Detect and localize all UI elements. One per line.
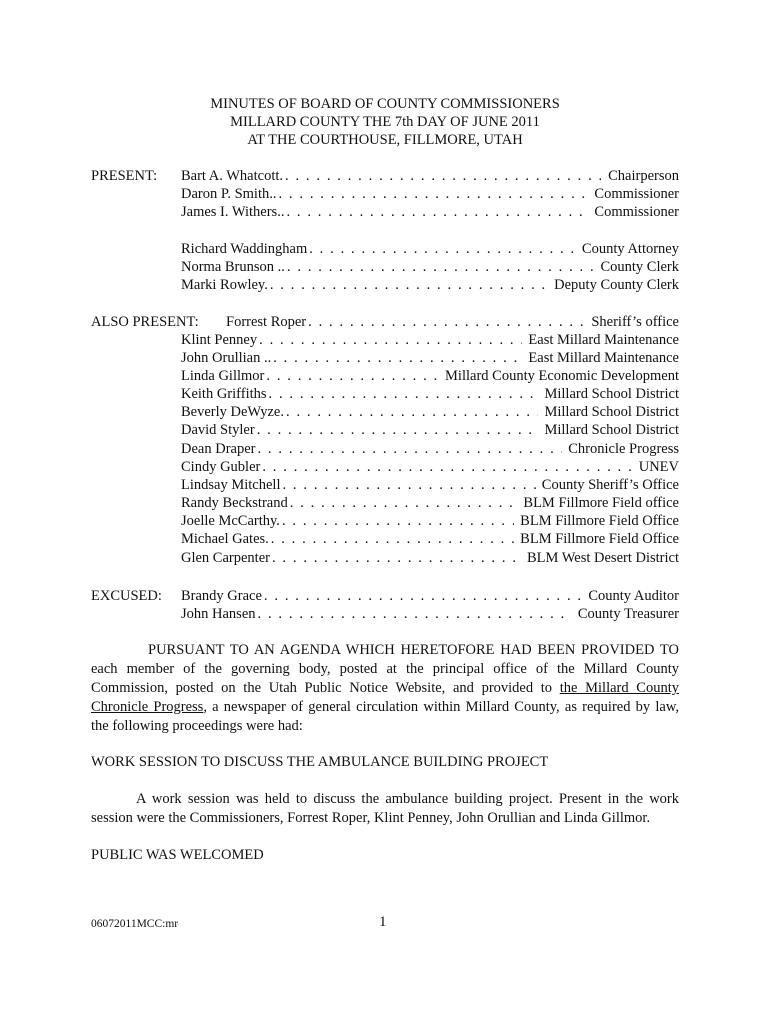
person-role: Deputy County Clerk [554, 277, 679, 293]
person-role: Chairperson [608, 168, 679, 184]
person-name: Beverly DeWyze. [181, 404, 284, 420]
person-name: Bart A. Whatcott. [181, 168, 284, 184]
person-name: Brandy Grace [181, 588, 262, 604]
leader-dots [282, 512, 514, 530]
also-present-row [226, 313, 679, 331]
excused-label: EXCUSED: [91, 588, 162, 604]
person-name: Joelle McCarthy. [181, 513, 280, 529]
present-row [181, 240, 679, 258]
person-role: County Attorney [581, 241, 679, 257]
person-role: Commissioner [594, 204, 679, 220]
leader-dots [273, 349, 522, 367]
person-role: Millard County Economic Development [445, 368, 679, 384]
leader-dots [286, 203, 588, 221]
also-present-row [181, 458, 679, 476]
person-name: David Styler [181, 422, 255, 438]
person-role: East Millard Maintenance [528, 350, 679, 366]
person-name: Forrest Roper [226, 314, 307, 330]
person-name: Dean Draper [181, 441, 256, 457]
excused-row [181, 605, 679, 623]
leader-dots [278, 185, 588, 203]
also-present-row [181, 367, 679, 385]
person-role: BLM West Desert District [526, 550, 679, 566]
page-number: 1 [379, 914, 387, 930]
person-name: John Hansen [181, 606, 256, 622]
leader-dots [257, 421, 539, 439]
leader-dots [262, 458, 632, 476]
leader-dots [286, 403, 538, 421]
person-name: James I. Withers.. [181, 204, 285, 220]
document-code: 06072011MCC:mr [91, 918, 179, 930]
present-row [181, 258, 679, 276]
present-row [181, 185, 679, 203]
person-name: Linda Gillmor [181, 368, 265, 384]
pursuant-text: PURSUANT TO AN AGENDA WHICH HERETOFORE HAD BEEN PROVIDED TO each member of the governing body, posted at the principal office of the Millard County Commission, posted on the Utah Public Notice Website, and provided to [91, 642, 679, 696]
also-present-row [181, 476, 679, 494]
person-role: BLM Fillmore Field Office [520, 513, 679, 529]
also-present-row [181, 549, 679, 567]
leader-dots [308, 313, 585, 331]
person-role: Millard School District [544, 422, 679, 438]
person-role: UNEV [638, 459, 679, 475]
excused-row [181, 587, 679, 605]
work-session-heading: WORK SESSION TO DISCUSS THE AMBULANCE BUILDING PROJECT [91, 754, 549, 770]
person-role: County Auditor [588, 588, 679, 604]
also-present-label: ALSO PRESENT: [91, 314, 199, 330]
leader-dots [287, 258, 595, 276]
person-role: BLM Fillmore Field Office [520, 531, 679, 547]
person-name: Richard Waddingham [181, 241, 308, 257]
person-name: John Orullian .. [181, 350, 272, 366]
header-line-2: MILLARD COUNTY THE 7th DAY OF JUNE 2011 [230, 114, 540, 130]
leader-dots [258, 605, 572, 623]
person-role: BLM Fillmore Field office [523, 495, 679, 511]
also-present-row [181, 331, 679, 349]
also-present-row [181, 403, 679, 421]
also-present-row [181, 421, 679, 439]
person-role: Millard School District [544, 404, 679, 420]
person-role: Sheriff’s office [591, 314, 679, 330]
person-name: Klint Penney [181, 332, 258, 348]
newspaper-name: the Millard County Chronicle Progress [91, 680, 679, 715]
also-present-row [181, 385, 679, 403]
leader-dots [290, 494, 518, 512]
person-name: Lindsay Mitchell [181, 477, 281, 493]
leader-dots [269, 385, 539, 403]
person-name: Keith Griffiths [181, 386, 267, 402]
present-row [181, 276, 679, 294]
leader-dots [285, 167, 602, 185]
person-role: Millard School District [544, 386, 679, 402]
person-role: County Clerk [600, 259, 679, 275]
person-role: East Millard Maintenance [528, 332, 679, 348]
person-name: Norma Brunson .. [181, 259, 285, 275]
also-present-row [181, 494, 679, 512]
public-welcomed-heading: PUBLIC WAS WELCOMED [91, 847, 264, 863]
work-session-paragraph: A work session was held to discuss the ambulance building project. Present in the work session were the Commissioners, Forrest Roper, Klint Penney, John Orullian and Linda Gillmor. [91, 791, 679, 826]
leader-dots [270, 276, 548, 294]
leader-dots [309, 240, 576, 258]
also-present-row [181, 349, 679, 367]
leader-dots [272, 549, 521, 567]
person-role: County Sheriff’s Office [541, 477, 679, 493]
person-name: Randy Beckstrand [181, 495, 288, 511]
also-present-row [181, 440, 679, 458]
present-row [181, 203, 679, 221]
present-label: PRESENT: [91, 168, 158, 184]
person-role: County Treasurer [577, 606, 679, 622]
header-line-1: MINUTES OF BOARD OF COUNTY COMMISSIONERS [210, 96, 560, 112]
leader-dots [266, 367, 439, 385]
leader-dots [257, 440, 562, 458]
person-role: Chronicle Progress [568, 441, 679, 457]
also-present-row [181, 530, 679, 548]
leader-dots [264, 587, 582, 605]
person-name: Cindy Gubler [181, 459, 261, 475]
pursuant-text-end: , a newspaper of general circulation within Millard County, as required by law, the following proceedings were had: [91, 699, 679, 734]
person-name: Daron P. Smith.. [181, 186, 277, 202]
leader-dots [271, 530, 514, 548]
also-present-row [181, 512, 679, 530]
header-line-3: AT THE COURTHOUSE, FILLMORE, UTAH [247, 132, 523, 148]
leader-dots [282, 476, 535, 494]
person-name: Marki Rowley. [181, 277, 268, 293]
person-name: Glen Carpenter [181, 550, 270, 566]
leader-dots [259, 331, 522, 349]
person-role: Commissioner [594, 186, 679, 202]
pursuant-paragraph [91, 641, 679, 736]
person-name: Michael Gates. [181, 531, 269, 547]
present-row [181, 167, 679, 185]
